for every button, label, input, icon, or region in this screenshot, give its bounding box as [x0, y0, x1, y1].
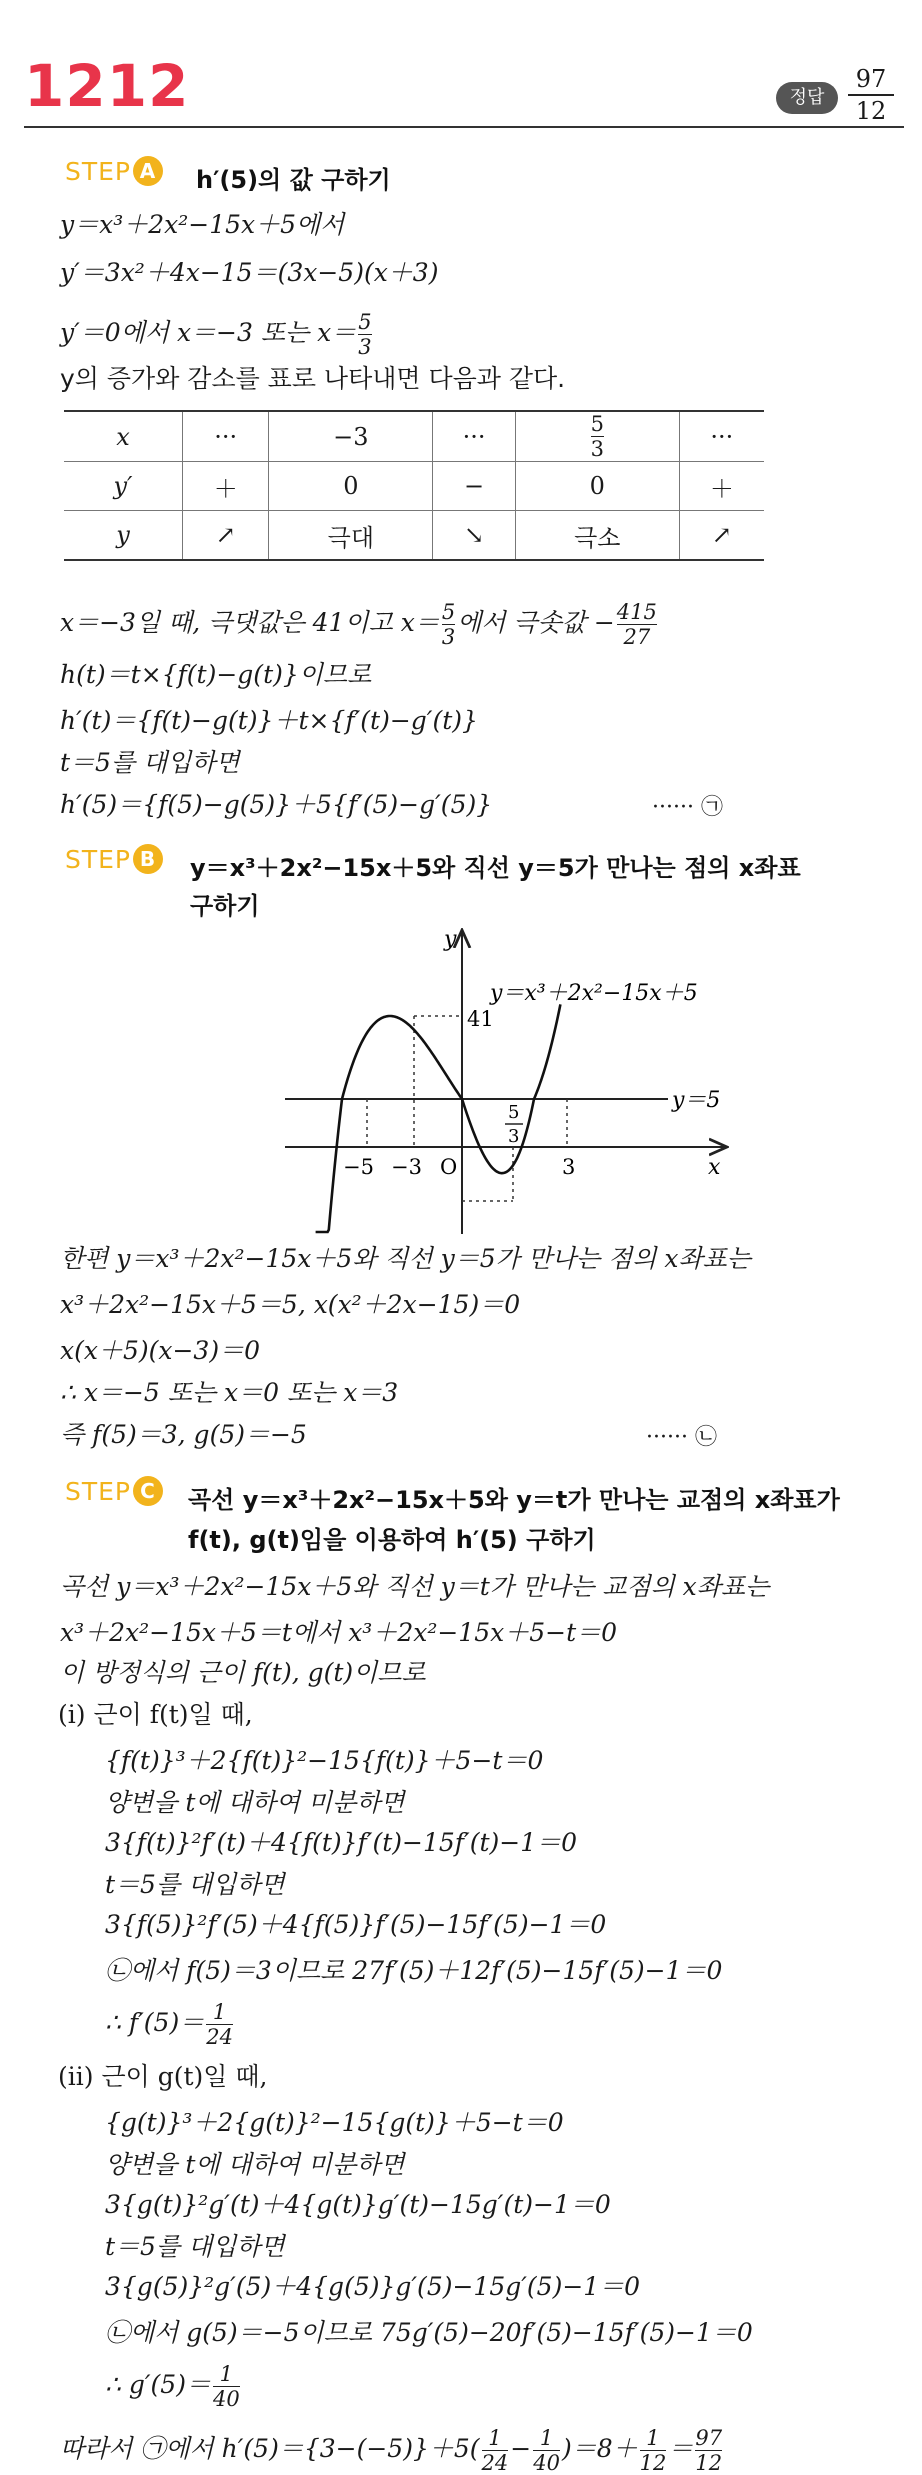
- text: 따라서 ㉠에서 h′(5)＝{3−(−5)}＋5(: [60, 2434, 480, 2463]
- step-a-after-3: h′(t)＝{f(t)−g(t)}＋t×{f′(t)−g′(t)}: [60, 706, 478, 735]
- text: ＝: [668, 2434, 694, 2463]
- table-cell: ···: [433, 411, 516, 462]
- line-label: y＝5: [672, 1088, 721, 1113]
- frac-num: 1: [646, 2426, 660, 2450]
- step-c-title-2: f(t), g(t)임을 이용하여 h′(5) 구하기: [188, 1526, 596, 1554]
- marker-a: ······ ㉠: [652, 795, 723, 820]
- step-a-title: h′(5)의 값 구하기: [196, 166, 391, 194]
- step-c-line-2: x³＋2x²−15x＋5＝t에서 x³＋2x²−15x＋5−t＝0: [60, 1618, 618, 1647]
- step-a-after-5: h′(5)＝{f(5)−g(5)}＋5{f′(5)−g′(5)}: [60, 790, 493, 819]
- tick-3: 3: [562, 1155, 576, 1179]
- frac-den: 40: [212, 2387, 240, 2411]
- case1-line-1: {f(t)}³＋2{f(t)}²−15{f(t)}＋5−t＝0: [105, 1746, 544, 1775]
- frac-num: 1: [212, 2000, 227, 2024]
- case2-line-3: 3{g(t)}²g′(t)＋4{g(t)}g′(t)−15g′(t)−1＝0: [105, 2190, 611, 2219]
- tick-minus3: −3: [391, 1155, 422, 1179]
- case1-line-4: t＝5를 대입하면: [105, 1870, 285, 1899]
- case2-line-1: {g(t)}³＋2{g(t)}²−15{g(t)}＋5−t＝0: [105, 2108, 564, 2137]
- fraction-1-24: [206, 2000, 233, 2049]
- step-b-line-5: 즉 f(5)＝3, g(5)＝−5: [60, 1420, 307, 1449]
- case2-head: (ⅱ) 근이 g(t)일 때,: [58, 2062, 268, 2091]
- frac-den: 3: [441, 625, 456, 649]
- frac-num: 5: [358, 310, 372, 334]
- max-label: 41: [467, 1007, 494, 1031]
- table-cell: −3: [269, 411, 433, 462]
- table-cell: ↘: [433, 511, 516, 561]
- frac-num: 5: [441, 600, 456, 624]
- marker-b: ······ ㉡: [646, 1425, 717, 1450]
- answer-denominator: 12: [855, 97, 887, 125]
- frac-den: 24: [206, 2025, 233, 2049]
- frac-den: 3: [590, 437, 604, 461]
- table-cell: 극대: [269, 511, 433, 561]
- answer-numerator: 97: [855, 65, 887, 93]
- step-label-text: STEP: [65, 845, 132, 874]
- case1-line-2: 양변을 t에 대하여 미분하면: [105, 1788, 405, 1817]
- case1-result: [105, 2000, 235, 2049]
- table-cell: ＋: [679, 462, 764, 511]
- step-letter-circle: B: [133, 844, 163, 874]
- step-label-text: STEP: [65, 1477, 132, 1506]
- text: −: [510, 2434, 532, 2463]
- answer-badge: 정답: [776, 82, 838, 114]
- table-cell: ↗: [183, 511, 269, 561]
- frac-num: 415: [616, 600, 657, 624]
- step-c-line-3: 이 방정식의 근이 f(t), g(t)이므로: [60, 1658, 426, 1687]
- table-cell: ＋: [183, 462, 269, 511]
- y-axis-label: y: [444, 927, 457, 952]
- case2-line-4: t＝5를 대입하면: [105, 2232, 285, 2261]
- text: ∴ g′(5)＝: [105, 2370, 211, 2399]
- fraction-1-24: [482, 2426, 509, 2475]
- frac-den: 3: [358, 335, 372, 359]
- step-c-title-1: 곡선 y＝x³＋2x²−15x＋5와 y＝t가 만나는 교점의 x좌표가: [188, 1486, 840, 1514]
- final-line: [60, 2426, 724, 2475]
- case1-line-3: 3{f(t)}²f′(t)＋4{f(t)}f′(t)−15f′(t)−1＝0: [105, 1828, 578, 1857]
- problem-number: 1212: [24, 52, 190, 120]
- table-cell: ···: [679, 411, 764, 462]
- x-axis-label: x: [708, 1155, 721, 1180]
- case1-head: (ⅰ) 근이 f(t)일 때,: [58, 1700, 253, 1729]
- step-b-title-2: 구하기: [190, 892, 260, 920]
- table-cell: ↗: [679, 511, 764, 561]
- step-b-line-4: ∴ x＝−5 또는 x＝0 또는 x＝3: [60, 1378, 399, 1407]
- case1-line-6: ㉡에서 f(5)＝3이므로 27f′(5)＋12f′(5)−15f′(5)−1＝0: [105, 1956, 723, 1985]
- step-b-line-1: 한편 y＝x³＋2x²−15x＋5와 직선 y＝5가 만나는 점의 x좌표는: [60, 1244, 751, 1273]
- frac-num: 1: [219, 2362, 233, 2386]
- table-cell: y: [116, 521, 130, 549]
- step-a-after-2: h(t)＝t×{f(t)−g(t)}이므로: [60, 660, 372, 689]
- frac-den: 12: [695, 2451, 723, 2475]
- case2-line-6: ㉡에서 g(5)＝−5이므로 75g′(5)−20f′(5)−15f′(5)−1＝0: [105, 2318, 753, 2347]
- origin-label: O: [440, 1155, 458, 1179]
- step-letter-circle: A: [133, 156, 163, 186]
- table-cell: x: [64, 411, 183, 462]
- step-label-text: STEP: [65, 157, 132, 186]
- case2-line-5: 3{g(5)}²g′(5)＋4{g(5)}g′(5)−15g′(5)−1＝0: [105, 2272, 641, 2301]
- step-a-line-1: y＝x³＋2x²−15x＋5에서: [60, 210, 345, 239]
- step-b-line-2: x³＋2x²−15x＋5＝5, x(x²＋2x−15)＝0: [60, 1290, 521, 1319]
- curve-label: y＝x³＋2x²−15x＋5: [490, 981, 698, 1006]
- step-b-title-1: y＝x³＋2x²−15x＋5와 직선 y＝5가 만나는 점의 x좌표: [190, 854, 801, 882]
- step-a-line-4: y의 증가와 감소를 표로 나타내면 다음과 같다.: [60, 364, 566, 393]
- step-a-after-4: t＝5를 대입하면: [60, 748, 240, 777]
- frac-num: 97: [695, 2426, 723, 2450]
- case1-line-5: 3{f(5)}²f′(5)＋4{f(5)}f′(5)−15f′(5)−1＝0: [105, 1910, 607, 1939]
- table-cell: −: [433, 462, 516, 511]
- step-c-label: [65, 1476, 163, 1506]
- frac-num: 1: [539, 2426, 554, 2450]
- frac-num: 5: [590, 412, 604, 436]
- step-a-line-2: y′＝3x²＋4x−15＝(3x−5)(x＋3): [60, 258, 439, 287]
- step-a-line-3-text: y′＝0에서 x＝−3 또는 x＝: [60, 318, 357, 347]
- frac-den: 40: [533, 2451, 560, 2475]
- case2-result: [105, 2362, 242, 2411]
- fraction-1-12: [640, 2426, 667, 2475]
- tick-minus5: −5: [343, 1155, 374, 1179]
- case2-line-2: 양변을 t에 대하여 미분하면: [105, 2150, 405, 2179]
- text: 에서 극솟값 −: [457, 608, 615, 637]
- cubic-curve: [316, 1004, 561, 1232]
- frac-den: 27: [617, 624, 657, 649]
- fraction-1-40: [533, 2426, 560, 2475]
- frac-num: 1: [488, 2426, 502, 2450]
- text: x＝−3일 때, 극댓값은 41이고 x＝: [60, 608, 440, 637]
- table-cell: y′: [64, 462, 183, 511]
- tick-frac-den: 3: [508, 1126, 520, 1147]
- step-letter-circle: C: [133, 1476, 163, 1506]
- frac-den: 12: [639, 2451, 667, 2475]
- text: )＝8＋: [561, 2434, 638, 2463]
- text: ∴ f′(5)＝: [105, 2008, 205, 2037]
- step-b-line-3: x(x＋5)(x−3)＝0: [60, 1336, 260, 1365]
- fraction-1-40: [213, 2362, 240, 2411]
- tick-frac-num: 5: [508, 1102, 520, 1123]
- table-cell: 0: [515, 462, 679, 511]
- table-cell: 0: [269, 462, 433, 511]
- table-cell: 극소: [515, 511, 679, 561]
- step-c-line-1: 곡선 y＝x³＋2x²−15x＋5와 직선 y＝t가 만나는 교점의 x좌표는: [60, 1572, 770, 1601]
- table-cell: ···: [183, 411, 269, 462]
- frac-den: 24: [481, 2451, 509, 2475]
- fraction-97-12: [695, 2426, 722, 2475]
